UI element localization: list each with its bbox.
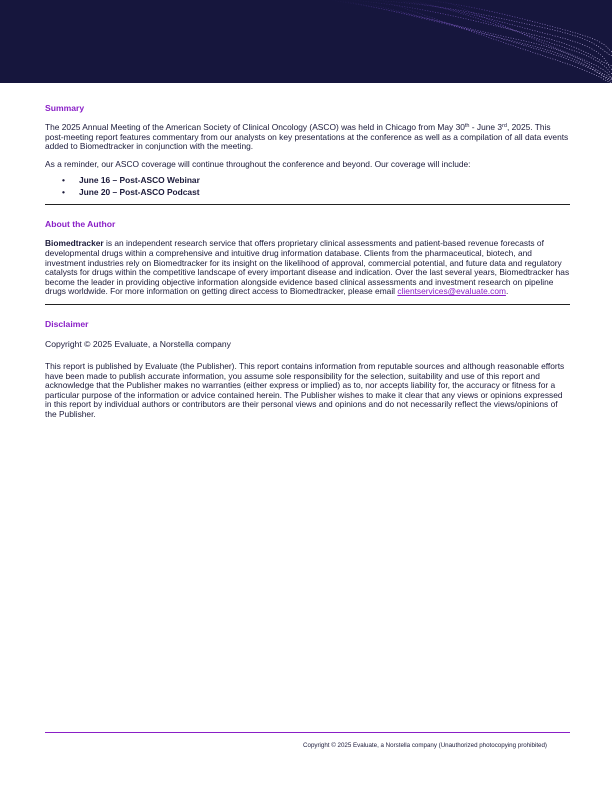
coverage-list xyxy=(45,174,570,198)
author-body: is an independent research service that offers proprietary clinical assessments and patient-based revenue forecasts of developmental drugs within a comprehensive and intuitive drug information database. Clients from the pharmaceutical, biotech, and investment industries rely on Biomedtracker for its insight on the likelihood of approval, commercial potential, and future data and regulatory catalysts for drugs within the competitive landscape of every important disease and indication. Over the last several years, Biomedtracker has become the leader in providing objective information alongside evidence based clinical assessments and investment research on pipeline drugs worldwide. For more information on getting direct access to Biomedtracker, please email xyxy=(45,238,570,297)
footer-rule xyxy=(45,732,570,733)
header-wave-graphic xyxy=(0,0,612,83)
superscript-rd: rd xyxy=(502,123,507,129)
disclaimer-section xyxy=(45,319,570,420)
author-end: . xyxy=(505,286,509,297)
header-banner xyxy=(0,0,612,83)
summary-text-part: - June 3 xyxy=(469,122,503,132)
summary-paragraph-1 xyxy=(45,123,570,152)
summary-section xyxy=(45,103,570,198)
coverage-item-podcast: • June 20 – Post-ASCO Podcast xyxy=(79,186,570,198)
summary-text-part: , 2025. This post-meeting report features commentary from our analysts on key presentations at the conference as well as a compilation of all data events added to Biomedtracker in conjunction with the meeting. xyxy=(45,122,569,152)
coverage-item-webinar: • June 16 – Post-ASCO Webinar xyxy=(79,174,570,186)
about-author-section xyxy=(45,219,570,297)
about-author-heading: About the Author xyxy=(45,219,116,230)
footer-copyright: Copyright © 2025 Evaluate, a Norstella company (Unauthorized photocopying prohibited) xyxy=(303,742,547,749)
page-content xyxy=(45,103,570,420)
superscript-th: th xyxy=(464,123,470,129)
section-divider xyxy=(45,204,570,205)
summary-paragraph-2: As a reminder, our ASCO coverage will continue throughout the conference and beyond. Our coverage will include: xyxy=(45,158,471,169)
disclaimer-heading: Disclaimer xyxy=(45,318,89,329)
disclaimer-paragraph: This report is published by Evaluate (the Publisher). This report contains information from reputable sources and although reasonable efforts have been made to publish accurate information, you assume sole responsibility for the selection, suitability and use of this report and acknowledge that the Publisher makes no warranties (either express or implied) as to, nor accepts liability for, the accuracy or fitness for a particular purpose of the information or advice contained herein. The Publisher wishes to make it clear that any views or opinions expressed in this report by individual authors or contributors are their personal views and opinions and do not necessarily reflect the views/opinions of the Publisher. xyxy=(45,360,565,419)
author-paragraph xyxy=(45,239,570,297)
summary-heading: Summary xyxy=(45,103,85,113)
email-link[interactable]: clientservices@evaluate.com xyxy=(397,286,506,297)
copyright-line: Copyright © 2025 Evaluate, a Norstella company xyxy=(45,338,231,349)
section-divider xyxy=(45,304,570,305)
summary-text-part: The 2025 Annual Meeting of the American Society of Clinical Oncology (ASCO) was held in Chicago from May 30 xyxy=(45,122,465,132)
author-name: Biomedtracker xyxy=(45,238,104,249)
